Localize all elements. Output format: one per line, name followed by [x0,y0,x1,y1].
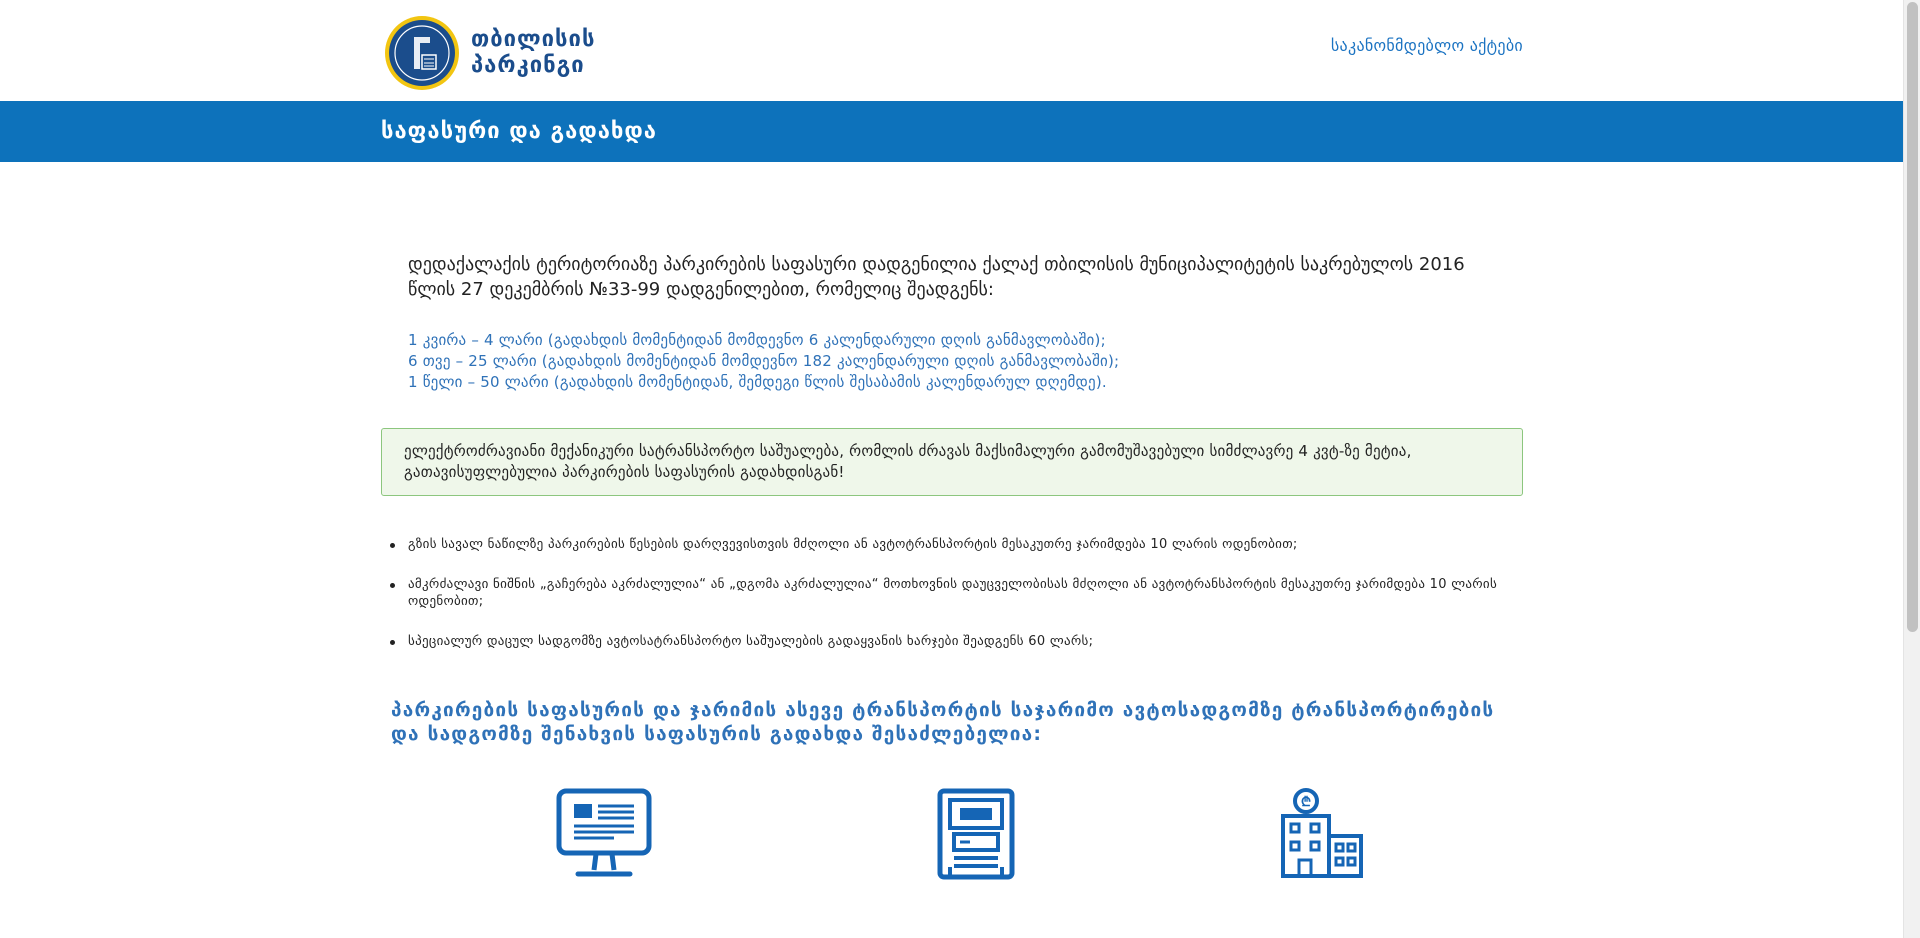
site-header [0,0,1903,101]
fine-item [408,576,1523,610]
fine-text: ამკრძალავი ნიშნის „გაჩერება აკრძალულია“ ან „დგომა აკრძალულია“ მოთხოვნის დაუცველობისას მძღოლი ან ავტოტრანსპორტის მესაკუთრე ჯარიმდება 10 ლარის ოდენობით; [408,577,1498,609]
payment-methods [381,788,1523,888]
bullet-icon [390,583,395,588]
page-title: საფასური და გადახდა [381,119,657,144]
fines-list [381,536,1523,650]
payment-methods-heading: პარკირების საფასურის და ჯარიმის ასევე ტრანსპორტის საჯარიმო ავტოსადგომზე ტრანსპორტირების და სადგომზე შენახვის საფასურის გადახდა შესაძლებელია: [391,699,1495,745]
fine-item [408,536,1523,553]
rate-item-week: 1 კვირა – 4 ლარი (გადახდის მომენტიდან მომდევნო 6 კალენდარული დღის განმავლობაში); [408,331,1106,349]
site-logo[interactable] [384,15,595,91]
fine-text: გზის სავალ ნაწილზე პარკირების წესების დარღვევისთვის მძღოლი ან ავტოტრანსპორტის მესაკუთრე ჯარიმდება 10 ლარის ოდენობით; [408,537,1298,552]
bullet-icon [390,543,395,548]
logo-line-2: პარკინგი [471,53,585,78]
logo-wordmark [471,27,595,79]
legal-acts-link[interactable]: საკანონმდებლო აქტები [1330,36,1523,55]
computer-monitor-icon[interactable] [556,788,652,880]
bank-building-icon[interactable] [1279,788,1365,880]
rate-item-six-months: 6 თვე – 25 ლარი (გადახდის მომენტიდან მომდევნო 182 კალენდარული დღის განმავლობაში); [408,352,1120,370]
fine-item [408,633,1523,650]
rate-item-year: 1 წელი – 50 ლარი (გადახდის მომენტიდან, შემდეგი წლის შესაბამის კალენდარულ დღემდე). [408,373,1107,391]
page-title-banner [0,101,1903,162]
tbilisi-parking-emblem-icon [384,15,460,91]
rates-list [381,330,1523,393]
logo-line-1: თბილისის [471,27,596,52]
svg-text:₾: ₾ [1300,795,1312,810]
fine-text: სპეციალურ დაცულ სადგომზე ავტოსატრანსპორტო საშუალების გადაყვანის ხარჯები შეადგენს 60 ლარს; [408,634,1094,649]
bullet-icon [390,640,395,645]
payment-terminal-icon[interactable] [934,788,1018,880]
main-content [381,252,1523,888]
page-scrollbar[interactable] [1903,0,1920,938]
intro-section [381,252,1523,302]
intro-text: დედაქალაქის ტერიტორიაზე პარკირების საფასური დადგენილია ქალაქ თბილისის მუნიციპალიტეტის საკრებულოს 2016 წლის 27 დეკემბრის №33-99 დადგენილებით, რომელიც შეადგენს: [408,254,1465,300]
electric-vehicle-notice: ელექტროძრავიანი მექანიკური სატრანსპორტო საშუალება, რომლის ძრავას მაქსიმალური გამომუშავებული სიმძლავრე 4 კვტ-ზე მეტია, გათავისუფლებულია პარკირების საფასურის გადახდისგან! [381,428,1523,496]
scrollbar-thumb[interactable] [1907,2,1918,632]
